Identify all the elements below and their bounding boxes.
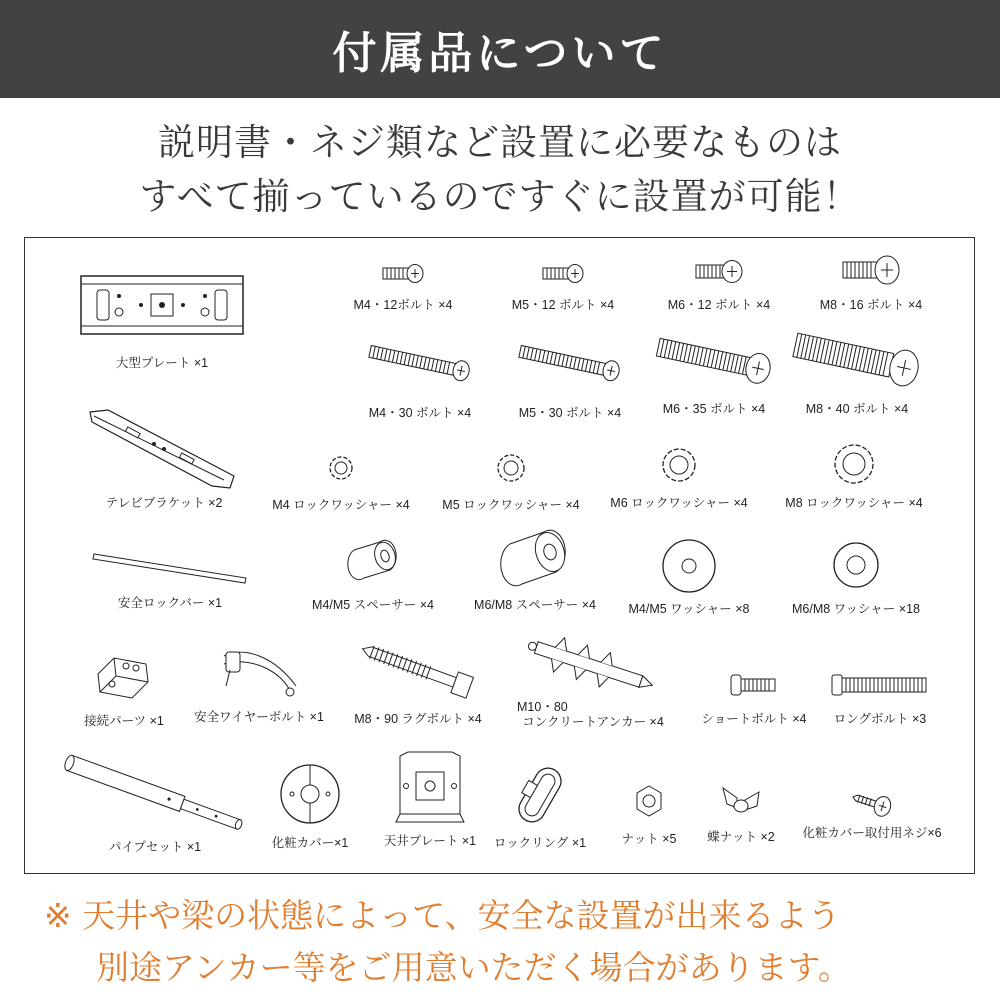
part-m4-lock-washer [261,452,421,513]
intro-line-2: すべて揃っているのですぐに設置が可能！ [139,175,861,218]
concrete-anchor-label-1: M10・80 [517,700,568,714]
large-plate-icon [79,274,245,336]
wing-nut-icon [719,782,763,818]
spacer-icon [500,528,570,590]
joint-parts-icon [92,654,156,702]
part-joint-parts [69,654,179,729]
m4m5-washer-label: M4/M5 ワッシャー ×8 [628,602,750,616]
nut-icon [634,784,664,818]
ceiling-plate-label: 天井プレート ×1 [383,834,477,848]
caution-note-line-1: ※ 天井や梁の状態によって、安全な設置が出来るよう [44,896,841,935]
m4m5-spacer-label: M4/M5 スペーサー ×4 [312,598,434,612]
bolt-icon [841,254,901,286]
lock-washer-icon [830,440,878,488]
wire-bolt-icon [214,646,304,706]
tv-bracket-icon [84,406,244,492]
m8-90-lag-bolt-label: M8・90 ラグボルト ×4 [354,712,482,726]
m6m8-washer-label: M6/M8 ワッシャー ×18 [792,602,920,616]
m5-30-label: M5・30 ボルト ×4 [518,406,622,420]
intro-text [0,116,1000,224]
part-lock-ring [485,762,595,851]
safety-lock-bar-label: 安全ロックバー ×1 [117,596,223,610]
lock-ring-label: ロックリング ×1 [493,836,587,850]
large-plate-label: 大型プレート ×1 [115,356,209,370]
short-bolt-label: ショートボルト ×4 [701,712,807,726]
screw-icon [850,788,894,818]
long-bolt-label: ロングボルト ×3 [833,712,927,726]
parts-list [24,237,975,874]
intro-line-1: 説明書・ネジ類など設置に必要なものは [158,121,842,164]
part-m6m8-washer [771,540,941,617]
part-m8-40-bolt [787,326,927,417]
part-ceiling-plate [365,750,495,849]
safety-wire-bolt-label: 安全ワイヤーボルト ×1 [194,710,324,724]
part-m4m5-washer [609,538,769,617]
part-m6-35-bolt [649,330,779,417]
part-pipe-set [55,748,255,855]
wing-nut-label: 蝶ナット ×2 [707,830,775,844]
part-safety-lock-bar [85,548,255,611]
part-m5-12-bolt [503,262,623,313]
lock-bar-icon [90,548,250,588]
bolt-icon [541,262,585,284]
lock-ring-icon [515,762,565,828]
part-nut [599,784,699,847]
spacer-icon [346,538,400,584]
part-m5-30-bolt [505,338,635,421]
part-decorative-cover [255,762,365,851]
part-m6-12-bolt [659,258,779,313]
part-concrete-anchor [503,634,683,730]
page-title [0,0,1000,98]
m4-30-label: M4・30 ボルト ×4 [368,406,472,420]
nut-label: ナット ×5 [621,832,677,846]
part-m6m8-spacer [455,528,615,613]
caution-note-line-2: 別途アンカー等をご用意いただく場合があります。 [96,948,852,987]
m8-16-label: M8・16 ボルト ×4 [819,298,923,312]
long-bolt-icon [653,330,775,388]
part-safety-wire-bolt [189,646,329,725]
part-m4m5-spacer [293,538,453,613]
m4-12-label: M4・12ボルト ×4 [353,298,453,312]
m6m8-spacer-label: M6/M8 スペーサー ×4 [474,598,596,612]
part-long-bolt [815,672,945,727]
part-short-bolt [689,672,819,727]
joint-parts-label: 接続パーツ ×1 [84,714,164,728]
m5-lock-washer-label: M5 ロックワッシャー ×4 [442,498,580,512]
part-m8-16-bolt [801,254,941,313]
washer-icon [661,538,717,594]
bolt-icon [381,262,425,284]
lock-washer-icon [325,452,357,484]
short-bolt-icon [729,672,779,698]
part-m5-lock-washer [431,450,591,513]
m6-lock-washer-label: M6 ロックワッシャー ×4 [610,496,748,510]
part-large-plate [77,274,247,371]
page-title-text: 付属品について [332,28,668,79]
m4-lock-washer-label: M4 ロックワッシャー ×4 [272,498,410,512]
m8-lock-washer-label: M8 ロックワッシャー ×4 [785,496,923,510]
part-cover-screw [797,788,947,841]
cover-screw-label: 化粧カバー取付用ネジ×6 [802,826,942,840]
decorative-cover-label: 化粧カバー×1 [271,836,349,850]
long-bolt-icon [365,338,475,386]
part-tv-bracket [79,406,249,511]
m8-40-label: M8・40 ボルト ×4 [805,402,909,416]
bolt-icon [694,258,744,284]
tv-bracket-label: テレビブラケット ×2 [105,496,223,510]
pipe-icon [60,748,250,840]
part-m8-lock-washer [769,440,939,511]
m5-12-label: M5・12 ボルト ×4 [511,298,615,312]
long-bolt-icon [515,338,625,386]
washer-icon [831,540,881,590]
pipe-set-label: パイプセット ×1 [108,840,202,854]
part-wing-nut [691,782,791,845]
m6-35-label: M6・35 ボルト ×4 [662,402,766,416]
anchor-icon [523,634,663,700]
cover-icon [278,762,342,826]
long-bolt-icon [830,672,930,698]
part-m6-lock-washer [599,444,759,511]
part-m8-90-lag-bolt [343,638,493,727]
long-bolt-icon [790,326,924,390]
part-m4-12-bolt [343,262,463,313]
concrete-anchor-label-2: コンクリートアンカー ×4 [522,715,664,729]
lock-washer-icon [658,444,700,486]
ceiling-plate-icon [394,750,466,826]
lock-washer-icon [493,450,529,486]
m6-12-label: M6・12 ボルト ×4 [667,298,771,312]
lag-bolt-icon [353,638,483,700]
part-m4-30-bolt [355,338,485,421]
